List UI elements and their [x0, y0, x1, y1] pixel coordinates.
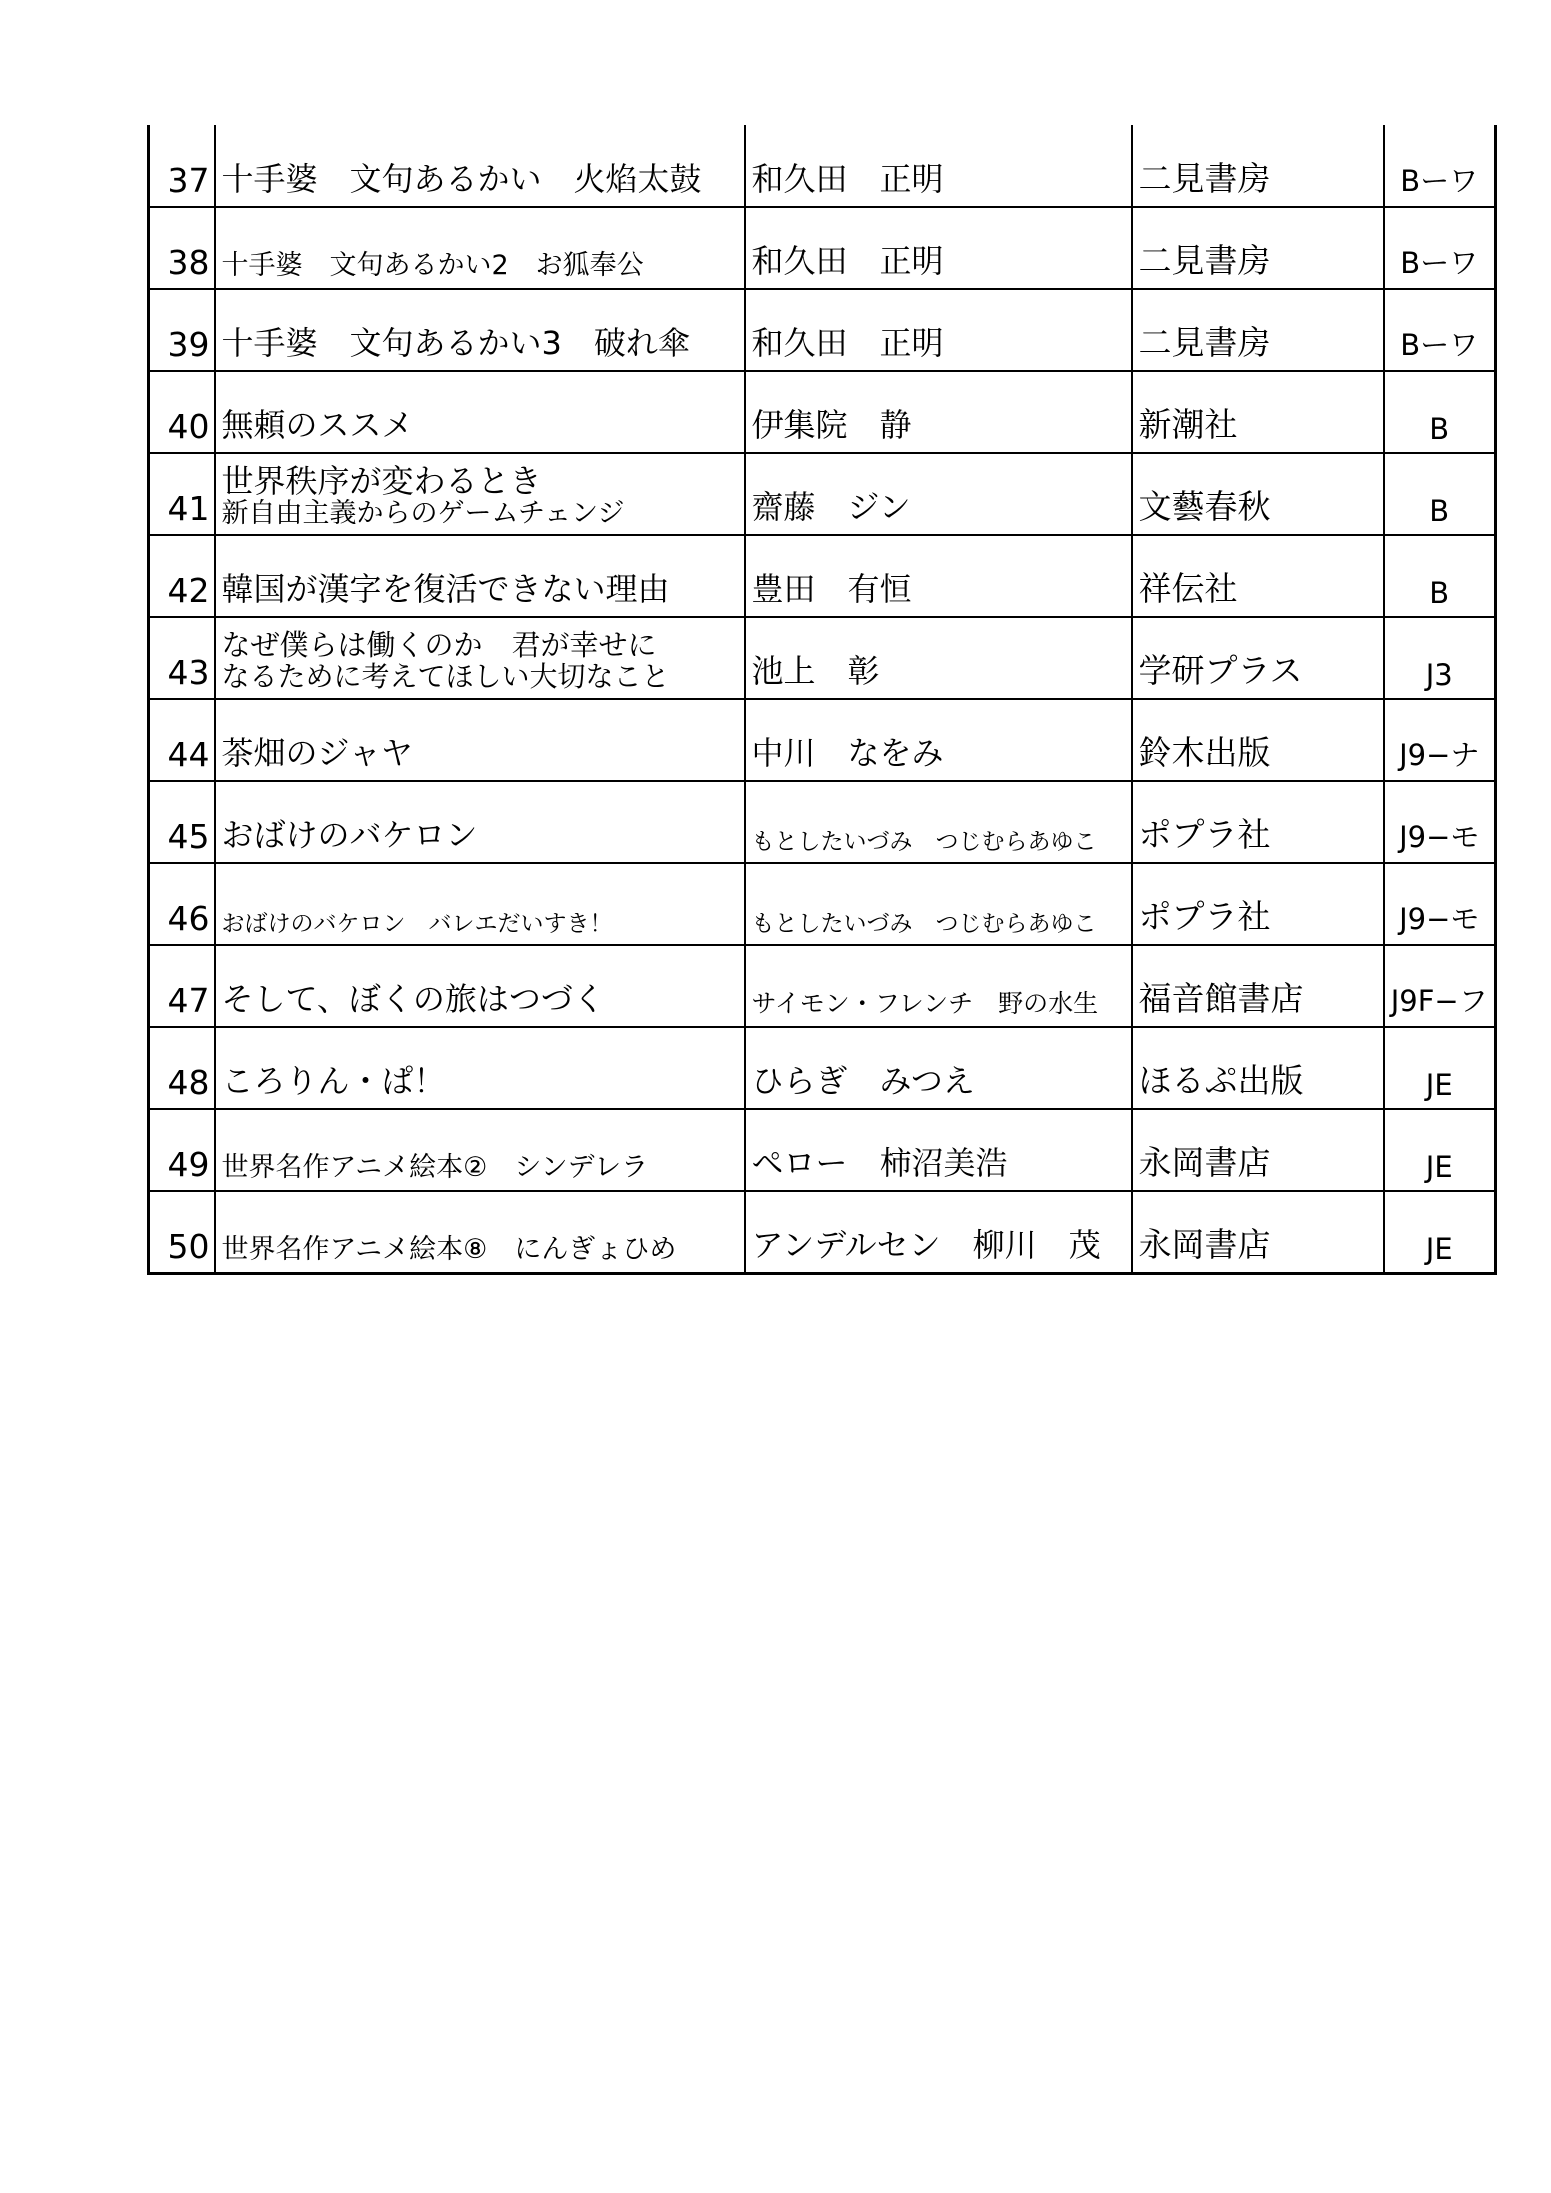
table-row — [149, 371, 1496, 453]
row-number: 47 — [149, 945, 215, 1027]
book-publisher: ポプラ社 — [1132, 863, 1384, 945]
book-author: ペロー 柿沼美浩 — [745, 1109, 1132, 1191]
classification-code: J9−モ — [1384, 863, 1496, 945]
book-title-line-2: 新自由主義からのゲームチェンジ — [221, 497, 625, 529]
book-title: 十手婆 文句あるかい 火焰太鼓 — [215, 125, 745, 207]
book-publisher: 学研プラス — [1132, 617, 1384, 699]
book-title: 十手婆 文句あるかい2 お狐奉公 — [215, 207, 745, 289]
row-number: 39 — [149, 289, 215, 371]
classification-code: B — [1384, 453, 1496, 535]
classification-code: B — [1384, 535, 1496, 617]
row-number: 44 — [149, 699, 215, 781]
book-title: おばけのバケロン バレエだいすき！ — [215, 863, 745, 945]
table-row — [149, 289, 1496, 371]
book-author: もとしたいづみ つじむらあゆこ — [745, 781, 1132, 863]
book-publisher: 祥伝社 — [1132, 535, 1384, 617]
classification-code: JE — [1384, 1109, 1496, 1191]
book-author: 和久田 正明 — [745, 207, 1132, 289]
book-author: 池上 彰 — [745, 617, 1132, 699]
book-list-table — [147, 125, 1497, 1275]
row-number: 45 — [149, 781, 215, 863]
classification-code: J3 — [1384, 617, 1496, 699]
table-row — [149, 453, 1496, 535]
book-author: 齋藤 ジン — [745, 453, 1132, 535]
book-publisher: ポプラ社 — [1132, 781, 1384, 863]
book-author: 和久田 正明 — [745, 125, 1132, 207]
book-title-line-1: 世界秩序が変わるとき — [221, 462, 542, 501]
row-number: 50 — [149, 1191, 215, 1273]
classification-code: B — [1384, 371, 1496, 453]
book-author: もとしたいづみ つじむらあゆこ — [745, 863, 1132, 945]
row-number: 49 — [149, 1109, 215, 1191]
book-publisher: 鈴木出版 — [1132, 699, 1384, 781]
classification-code: Bーワ — [1384, 289, 1496, 371]
book-author: 豊田 有恒 — [745, 535, 1132, 617]
row-number: 40 — [149, 371, 215, 453]
book-publisher: 福音館書店 — [1132, 945, 1384, 1027]
book-author: 伊集院 静 — [745, 371, 1132, 453]
book-author: 和久田 正明 — [745, 289, 1132, 371]
book-title: ころりん・ぱ！ — [215, 1027, 745, 1109]
row-number: 46 — [149, 863, 215, 945]
row-number: 48 — [149, 1027, 215, 1109]
table-row — [149, 1109, 1496, 1191]
table-row — [149, 207, 1496, 289]
book-author: ひらぎ みつえ — [745, 1027, 1132, 1109]
book-title: そして、ぼくの旅はつづく — [215, 945, 745, 1027]
book-title-line-1: なぜ僕らは働くのか 君が幸せに — [221, 628, 657, 663]
table-row — [149, 945, 1496, 1027]
table-row — [149, 1027, 1496, 1109]
classification-code: Bーワ — [1384, 125, 1496, 207]
table-row — [149, 781, 1496, 863]
book-title: 世界名作アニメ絵本② シンデレラ — [215, 1109, 745, 1191]
row-number: 42 — [149, 535, 215, 617]
book-publisher: 新潮社 — [1132, 371, 1384, 453]
row-number: 41 — [149, 453, 215, 535]
book-title: 無頼のススメ — [215, 371, 745, 453]
table-row — [149, 863, 1496, 945]
book-publisher: 二見書房 — [1132, 289, 1384, 371]
book-title: 十手婆 文句あるかい3 破れ傘 — [215, 289, 745, 371]
classification-code: Bーワ — [1384, 207, 1496, 289]
book-title: 茶畑のジャヤ — [215, 699, 745, 781]
row-number: 43 — [149, 617, 215, 699]
table-row — [149, 617, 1496, 699]
book-title — [215, 453, 745, 535]
book-author: 中川 なをみ — [745, 699, 1132, 781]
book-title: おばけのバケロン — [215, 781, 745, 863]
book-publisher: ほるぷ出版 — [1132, 1027, 1384, 1109]
row-number: 37 — [149, 125, 215, 207]
table-row — [149, 125, 1496, 207]
table-row — [149, 1191, 1496, 1273]
book-publisher: 永岡書店 — [1132, 1109, 1384, 1191]
book-publisher: 文藝春秋 — [1132, 453, 1384, 535]
classification-code: JE — [1384, 1191, 1496, 1273]
classification-code: J9F−フ — [1384, 945, 1496, 1027]
classification-code: J9−モ — [1384, 781, 1496, 863]
book-title-line-2: なるために考えてほしい大切なこと — [221, 659, 670, 693]
book-author: アンデルセン 柳川 茂 — [745, 1191, 1132, 1273]
book-title — [215, 617, 745, 699]
classification-code: J9−ナ — [1384, 699, 1496, 781]
book-publisher: 永岡書店 — [1132, 1191, 1384, 1273]
book-publisher: 二見書房 — [1132, 125, 1384, 207]
row-number: 38 — [149, 207, 215, 289]
table-row — [149, 699, 1496, 781]
table-row — [149, 535, 1496, 617]
book-title: 韓国が漢字を復活できない理由 — [215, 535, 745, 617]
book-publisher: 二見書房 — [1132, 207, 1384, 289]
book-title: 世界名作アニメ絵本⑧ にんぎょひめ — [215, 1191, 745, 1273]
book-author: サイモン・フレンチ 野の水生 — [745, 945, 1132, 1027]
classification-code: JE — [1384, 1027, 1496, 1109]
